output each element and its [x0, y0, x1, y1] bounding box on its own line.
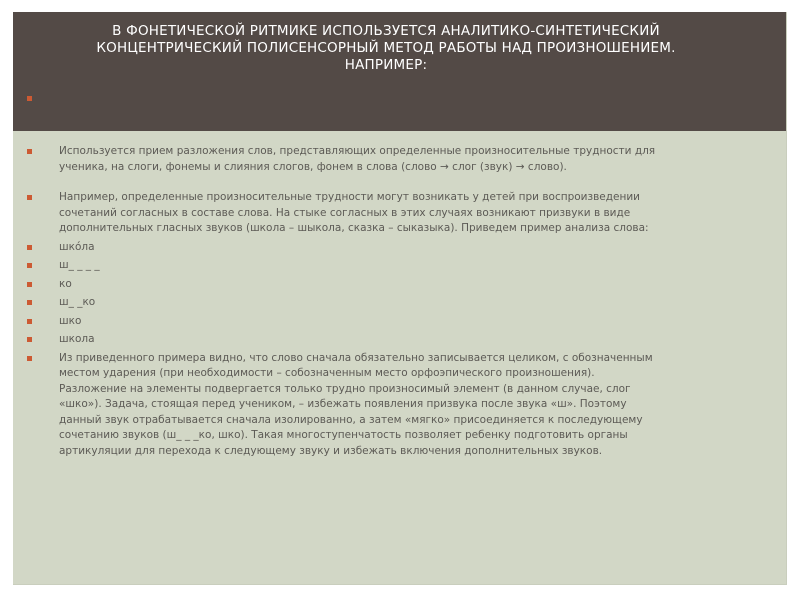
bullet-marker [27, 337, 32, 342]
list-item-text: ш_ _ко [59, 296, 96, 308]
bullet-marker [27, 300, 32, 305]
list-item-word-3 [27, 277, 657, 293]
list-item-word-1 [27, 240, 657, 256]
list-item-word-6 [27, 332, 657, 348]
list-item-text: шко [59, 314, 82, 327]
bullet-marker [27, 356, 32, 361]
list-item-word-2 [27, 258, 657, 274]
bullet-marker [27, 149, 32, 154]
title-line-3: НАПРИМЕР: [344, 57, 428, 73]
slide-header [13, 12, 786, 131]
list-item-text: шкóла [59, 240, 95, 253]
list-item-text: ш_ _ _ _ [59, 259, 100, 271]
list-item-word-5 [27, 314, 657, 330]
list-item-example [27, 190, 657, 237]
bullet-marker [27, 263, 32, 268]
list-item-text: ко [59, 277, 72, 290]
bullet-marker [27, 282, 32, 287]
list-item-method [27, 144, 657, 175]
bullet-marker [27, 195, 32, 200]
list-item-text: Из приведенного примера видно, что слово сначала обязательно записывается целиком, с обозначенным местом ударения (при необходимости – собозначенным место орфоэпического произношения). Разложение на элементы подвергается только трудно произносимый элемент (в данном случае, слог «шко»). Задача, стоящая перед учеником, – избежать появления призвука после звука «ш». Поэтому данный звук отрабатывается сначала изолированно, а затем «мягко» присоединяется к последующему сочетанию звуков (ш_ _ _ко, шко). Такая многоступенчатость позволяет ребенку подготовить органы артикуляции для перехода к следующему звуку и избежать включения дополнительных звуков. [59, 351, 653, 457]
bullet-marker [27, 319, 32, 324]
bullet-marker [27, 245, 32, 250]
list-item-word-4 [27, 295, 657, 311]
list-item-conclusion [27, 351, 657, 460]
list-item-text: Используется прием разложения слов, представляющих определенные произносительные трудности для ученика, на слоги, фонемы и слияния слогов, фонем в слова (слово → слог (звук) → слово). [59, 145, 656, 173]
slide [13, 12, 787, 585]
list-item-text: школа [59, 333, 95, 345]
slide-title [41, 23, 731, 74]
empty-bullet-marker [27, 96, 32, 101]
title-line-1: В ФОНЕТИЧЕСКОЙ РИТМИКЕ ИСПОЛЬЗУЕТСЯ АНАЛИТИКО-СИНТЕТИЧЕСКИЙ [112, 23, 660, 39]
list-item-text: Например, определенные произносительные трудности могут возникать у детей при воспроизведении сочетаний согласных в составе слова. На стыке согласных в этих случаях возникают призвуки в виде дополнительных гласных звуков (школа – шыкола, сказка – сыказыка). Приведем пример анализа слова: [59, 191, 649, 234]
content-list [27, 144, 657, 459]
title-line-2: КОНЦЕНТРИЧЕСКИЙ ПОЛИСЕНСОРНЫЙ МЕТОД РАБОТЫ НАД ПРОИЗНОШЕНИЕМ. [96, 40, 676, 56]
